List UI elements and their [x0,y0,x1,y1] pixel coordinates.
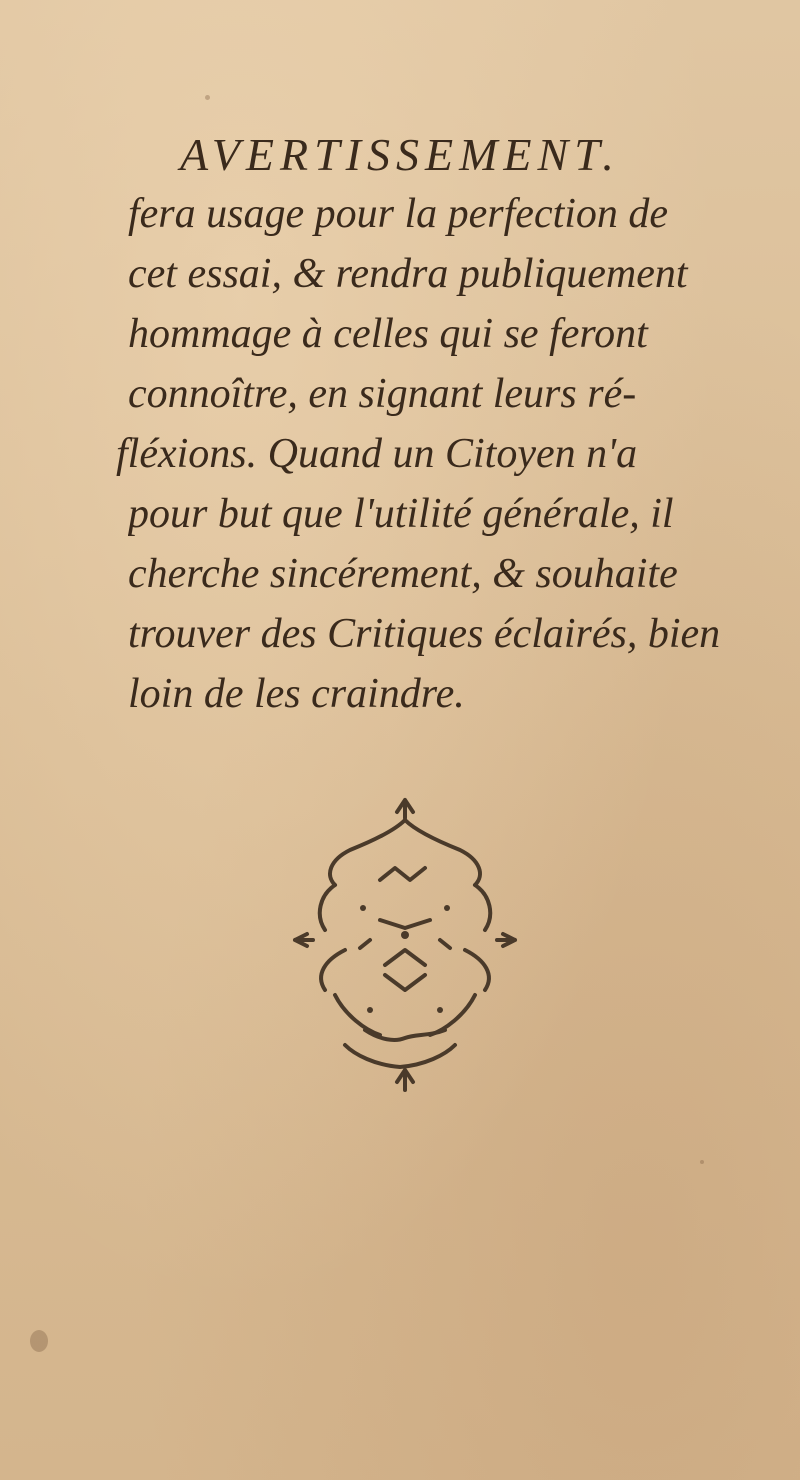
text-line: fléxions. Quand un Citoyen n'a [116,431,638,477]
text-line: pour but que l'utilité générale, il [128,491,674,537]
text-line: connoître, en signant leurs ré- [128,371,637,417]
text-line: fera usage pour la perfection de [128,191,669,237]
page-heading: AVERTISSEMENT. [180,129,620,180]
text-line: loin de les craindre. [128,671,465,717]
fleuron-ornament-icon [275,780,535,1110]
text-line: cherche sincérement, & souhaite [128,551,678,597]
paper-stain [700,1160,704,1164]
paper-stain [30,1330,48,1352]
text-line: cet essai, & rendra publiquement [128,251,688,297]
text-line: trouver des Critiques éclairés, bien [128,611,721,657]
text-line: hommage à celles qui se feront [128,311,648,357]
body-paragraph [116,184,768,724]
paper-stain [205,95,210,100]
